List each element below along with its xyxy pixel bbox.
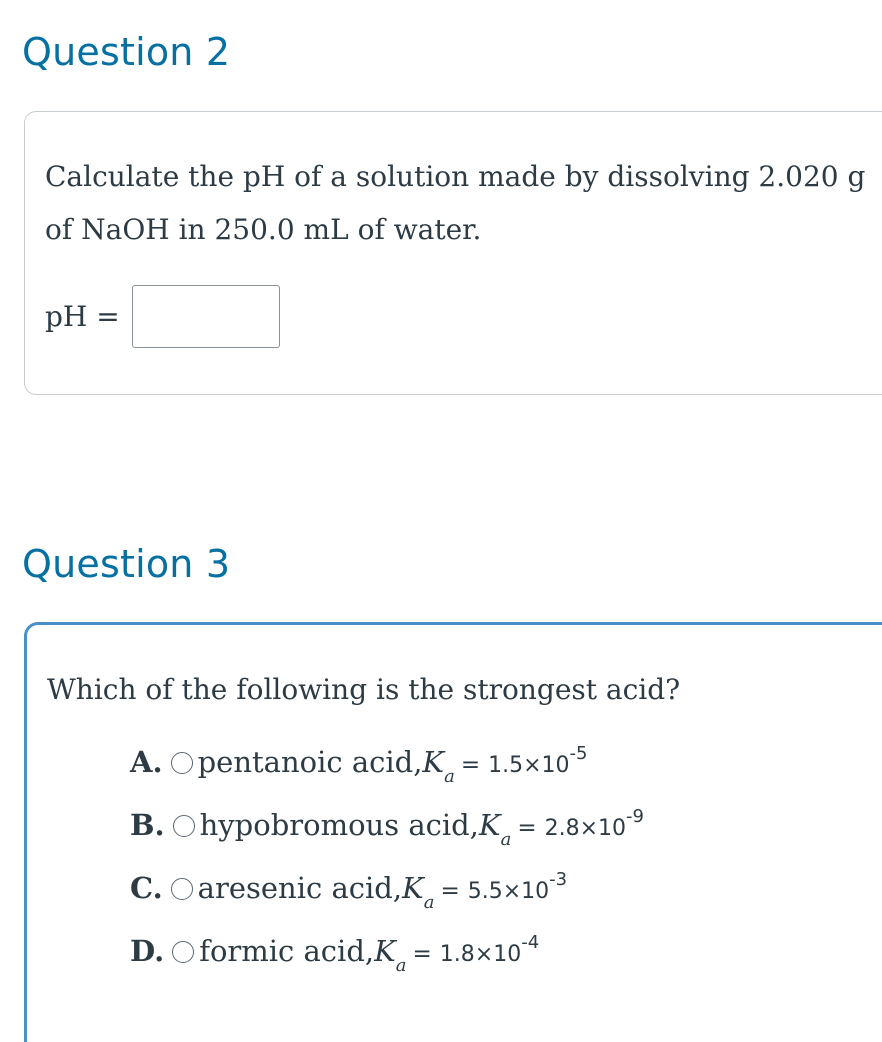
option-text: formic acid, [199,934,375,968]
ka-value: 2.8×10 [544,816,627,841]
question-2-card [24,111,882,395]
option-text: pentanoic acid, [197,745,423,779]
ka-exponent: -5 [569,743,588,764]
answer-options [130,745,644,997]
question-3-heading: Question 3 [22,542,231,586]
radio-button-icon[interactable] [171,752,193,774]
option-c[interactable] [130,871,644,934]
ka-symbol: K [402,871,424,905]
ph-input[interactable] [132,285,280,348]
ka-exponent: -9 [626,806,644,827]
option-a[interactable] [130,745,644,808]
ka-symbol: K [422,745,445,779]
option-letter: D. [130,934,165,968]
option-text: aresenic acid, [197,871,403,905]
question-2-text: Calculate the pH of a solution made by dissolving 2.020 g of NaOH in 250.0 mL of water. [45,160,866,246]
ph-label: pH = [45,300,120,333]
question-3-text: Which of the following is the strongest acid? [47,673,681,706]
ka-subscript: a [500,829,512,850]
ka-value: 1.5×10 [488,753,570,778]
equals-sign: = [460,752,481,778]
option-letter: B. [130,808,165,842]
equals-sign: = [517,815,537,841]
radio-button-icon[interactable] [173,815,195,837]
equals-sign: = [412,941,432,967]
equals-sign: = [440,878,460,904]
ka-subscript: a [395,955,407,976]
option-letter: A. [130,745,163,779]
option-d[interactable] [130,934,644,997]
radio-button-icon[interactable] [171,878,193,900]
radio-button-icon[interactable] [172,941,194,963]
question-2-heading: Question 2 [22,30,231,74]
ka-value: 5.5×10 [467,879,550,904]
ka-subscript: a [444,766,455,787]
ka-symbol: K [374,934,396,968]
option-letter: C. [130,871,163,905]
ka-exponent: -3 [549,869,568,890]
ka-subscript: a [423,892,435,913]
ka-symbol: K [478,808,501,842]
option-b[interactable] [130,808,644,871]
option-text: hypobromous acid, [199,808,479,842]
question-3-card [24,622,882,1042]
ka-value: 1.8×10 [439,942,522,967]
ph-answer-row [45,285,280,348]
ka-exponent: -4 [521,932,540,953]
